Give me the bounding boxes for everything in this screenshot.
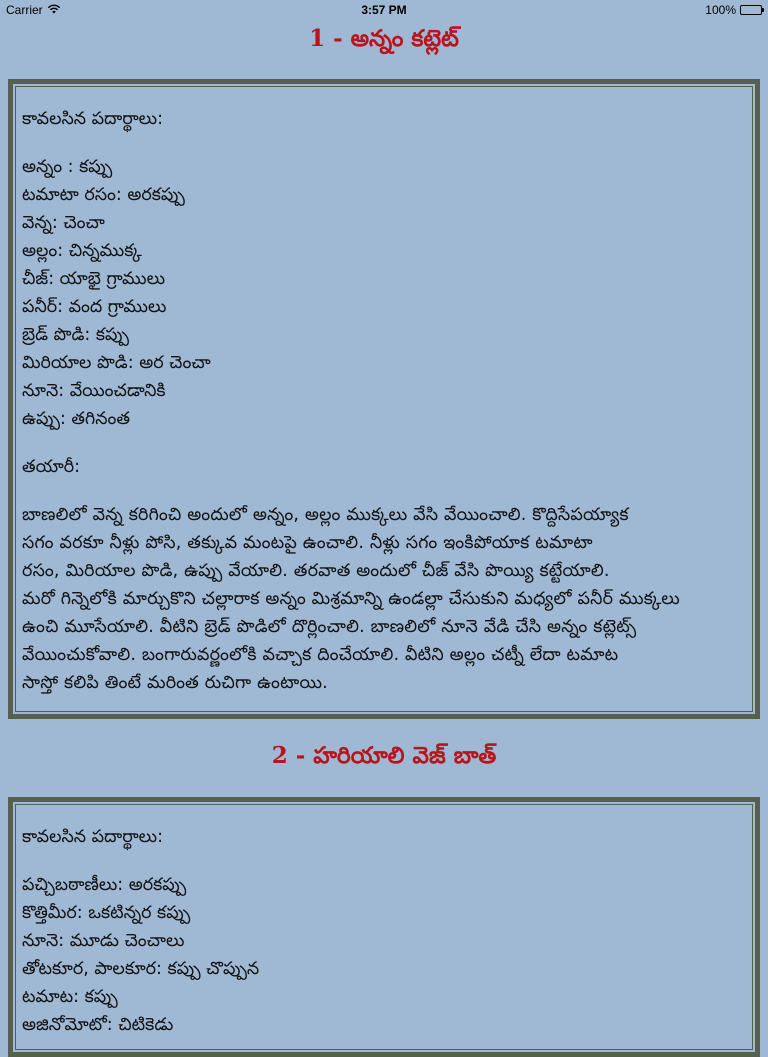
recipe-card-body [15, 86, 753, 712]
recipe-card-2 [8, 797, 760, 1057]
battery-percent: 100% [705, 3, 736, 17]
ingredient-item: బ్రెడ్ పొడి: కప్పు [22, 325, 129, 345]
ingredients-list [22, 153, 746, 433]
method-line: సాస్తో కలిపి తింటే మరింత రుచిగా ఉంటాయి. [22, 673, 328, 693]
ingredient-item: నూనె: మూడు చెంచాలు [22, 931, 185, 951]
ingredient-item: టమాటా రసం: అరకప్పు [22, 185, 185, 205]
ingredient-item: పనీర్: వంద గ్రాములు [22, 297, 167, 317]
ingredient-item: కొత్తిమీర: ఒకటిన్నర కప్పు [22, 903, 191, 923]
ingredients-heading: కావలసిన పదార్థాలు: [22, 827, 164, 847]
method-paragraph [22, 501, 746, 697]
method-line: సగం వరకూ నీళ్లు పోసి, తక్కువ మంటపై ఉంచాలి. నీళ్లు సగం ఇంకిపోయాక టమాటా [22, 533, 593, 553]
method-line: మరో గిన్నెలోకి మార్చుకొని చల్లారాక అన్నం మిశ్రమాన్ని ఉండల్లా చేసుకుని మధ్యలో పనీర్ ముక్కలు [22, 589, 680, 609]
ingredient-item: మిరియాల పొడి: అర చెంచా [22, 353, 211, 373]
recipe-card-1 [8, 79, 760, 719]
clock: 3:57 PM [361, 3, 407, 17]
method-line: బాణలిలో వెన్న కరిగించి అందులో అన్నం, అల్లం ముక్కలు వేసి వేయించాలి. కొద్దిసేపయ్యాక [22, 505, 629, 525]
method-heading: తయారీ: [22, 457, 81, 477]
battery-icon [740, 5, 762, 15]
method-line: రసం, మిరియాల పొడి, ఉప్పు వేయాలి. తరవాత అందులో చీజ్ వేసి పొయ్యి కట్టేయాలి. [22, 561, 610, 581]
method-line: వేయించుకోవాలి. బంగారువర్ణంలోకి వచ్చాక దించేయాలి. వీటిని అల్లం చట్నీ లేదా టమాట [22, 645, 619, 665]
ingredient-item: వెన్న: చెంచా [22, 213, 105, 233]
recipe-title-1: 1 - అన్నం కట్లెట్ [309, 25, 459, 52]
recipe-card-body [15, 804, 753, 1050]
ingredient-item: పచ్చిబఠాణీలు: అరకప్పు [22, 875, 187, 895]
battery-group [705, 3, 762, 17]
ingredient-item: అల్లం: చిన్నముక్క [22, 241, 142, 261]
ingredient-item: అజినోమోటో: చిటికెడు [22, 1015, 174, 1035]
recipe-title-2: 2 - హరియాలి వెజ్ బాత్ [271, 742, 497, 769]
ingredient-item: టమాట: కప్పు [22, 987, 118, 1007]
ingredients-heading: కావలసిన పదార్థాలు: [22, 109, 164, 129]
ingredient-item: అన్నం : కప్పు [22, 157, 113, 177]
ingredient-item: చీజ్: యాభై గ్రాములు [22, 269, 166, 289]
method-line: ఉంచి మూసేయాలి. వీటిని బ్రెడ్ పొడిలో దొర్లించాలి. బాణలిలో నూనె వేడి చేసి అన్నం కట్లెట్స్ [22, 617, 637, 637]
carrier-label: Carrier [6, 3, 43, 17]
ingredient-item: తోటకూర, పాలకూర: కప్పు చొప్పున [22, 959, 260, 979]
status-bar [0, 0, 768, 20]
ingredients-list [22, 871, 746, 1039]
ingredient-item: నూనె: వేయించడానికి [22, 381, 166, 401]
ingredient-item: ఉప్పు: తగినంత [22, 409, 130, 429]
